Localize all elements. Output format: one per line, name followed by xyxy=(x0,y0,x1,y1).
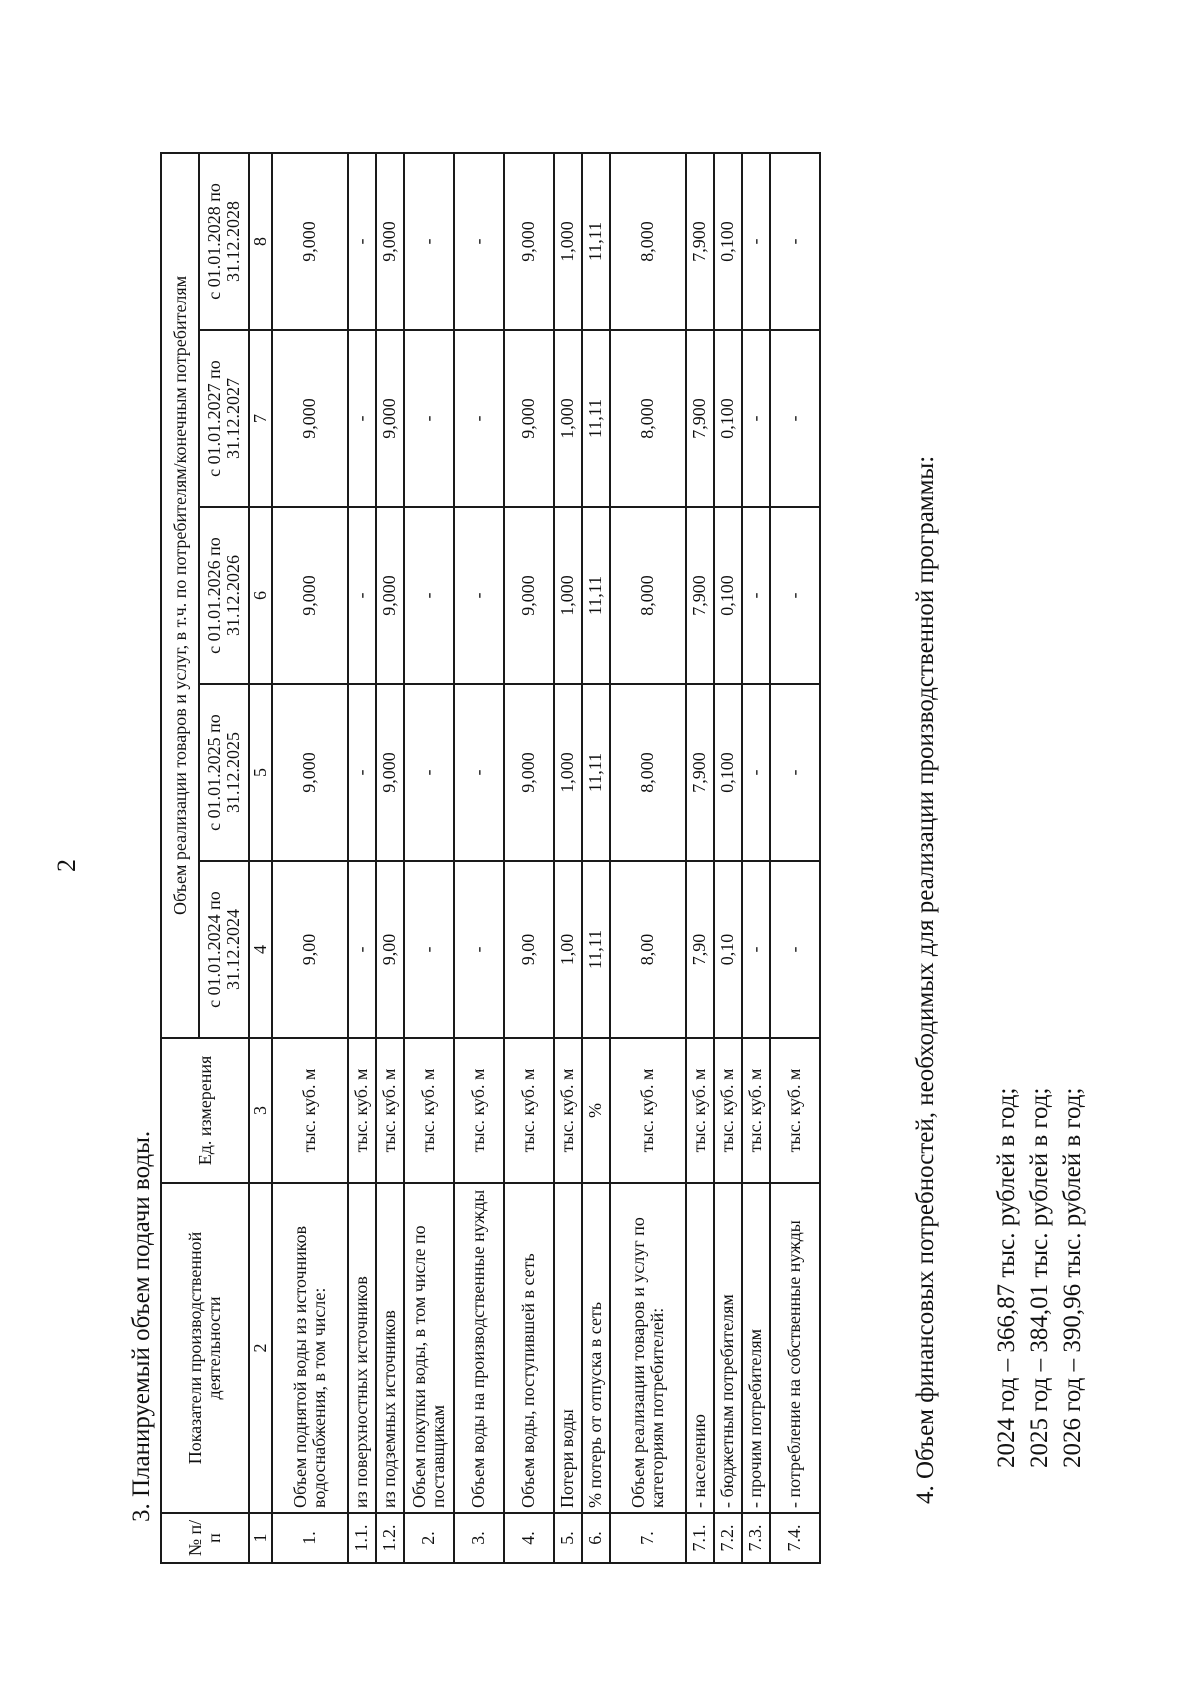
row-number: 7.1. xyxy=(686,1513,714,1563)
row-number: 6. xyxy=(582,1513,610,1563)
row-value: 9,000 xyxy=(504,153,554,330)
row-value: 8,000 xyxy=(610,330,686,507)
row-value: - xyxy=(454,861,504,1038)
table-row xyxy=(770,153,820,1563)
row-value: 1,000 xyxy=(554,684,582,861)
row-unit: тыс. куб. м xyxy=(714,1038,742,1183)
row-value: - xyxy=(404,330,454,507)
header-indicator: Показатели производственной деятельности xyxy=(161,1183,249,1513)
row-value: 11,11 xyxy=(582,330,610,507)
column-number: 5 xyxy=(249,684,272,861)
row-value: 7,900 xyxy=(686,684,714,861)
row-value: 11,11 xyxy=(582,861,610,1038)
column-number: 3 xyxy=(249,1038,272,1183)
row-value: 9,000 xyxy=(376,330,404,507)
row-value: - xyxy=(454,684,504,861)
row-number: 7.2. xyxy=(714,1513,742,1563)
row-value: 9,000 xyxy=(504,330,554,507)
row-value: - xyxy=(348,153,376,330)
row-number: 3. xyxy=(454,1513,504,1563)
row-value: - xyxy=(404,684,454,861)
row-number: 5. xyxy=(554,1513,582,1563)
row-value: - xyxy=(348,330,376,507)
table-row xyxy=(348,153,376,1563)
row-indicator: Объем воды, поступившей в сеть xyxy=(504,1183,554,1513)
table-body xyxy=(272,153,820,1563)
header-period: с 01.01.2028 по 31.12.2028 xyxy=(199,153,249,330)
header-period: с 01.01.2024 по 31.12.2024 xyxy=(199,861,249,1038)
row-value: 1,000 xyxy=(554,153,582,330)
table-row xyxy=(272,153,348,1563)
row-indicator: - потребление на собственные нужды xyxy=(770,1183,820,1513)
row-unit: тыс. куб. м xyxy=(504,1038,554,1183)
table-row xyxy=(376,153,404,1563)
row-value: 11,11 xyxy=(582,684,610,861)
row-number: 1.1. xyxy=(348,1513,376,1563)
row-value: 0,10 xyxy=(714,861,742,1038)
row-value: 9,000 xyxy=(376,684,404,861)
row-number: 4. xyxy=(504,1513,554,1563)
row-value: 9,000 xyxy=(504,684,554,861)
row-value: 8,00 xyxy=(610,861,686,1038)
row-value: 0,100 xyxy=(714,330,742,507)
production-table xyxy=(160,152,821,1564)
row-value: 9,000 xyxy=(272,330,348,507)
row-value: 9,000 xyxy=(272,153,348,330)
row-value: - xyxy=(454,153,504,330)
row-value: 11,11 xyxy=(582,507,610,684)
row-unit: тыс. куб. м xyxy=(348,1038,376,1183)
page-number: 2 xyxy=(52,859,81,872)
row-number: 1. xyxy=(272,1513,348,1563)
table-row xyxy=(454,153,504,1563)
row-unit: % xyxy=(582,1038,610,1183)
row-unit: тыс. куб. м xyxy=(272,1038,348,1183)
row-value: 9,00 xyxy=(272,861,348,1038)
row-value: - xyxy=(742,330,770,507)
header-unit: Ед. измерения xyxy=(161,1038,249,1183)
row-indicator: - бюджетным потребителям xyxy=(714,1183,742,1513)
row-indicator: % потерь от отпуска в сеть xyxy=(582,1183,610,1513)
row-value: 7,900 xyxy=(686,507,714,684)
table-row xyxy=(404,153,454,1563)
row-value: - xyxy=(770,153,820,330)
header-num: № п/п xyxy=(161,1513,249,1563)
table-row xyxy=(686,153,714,1563)
column-number: 4 xyxy=(249,861,272,1038)
column-number: 1 xyxy=(249,1513,272,1563)
row-indicator: Объем воды на производственные нужды xyxy=(454,1183,504,1513)
row-value: - xyxy=(404,153,454,330)
row-value: - xyxy=(404,507,454,684)
row-value: 9,000 xyxy=(272,684,348,861)
row-value: - xyxy=(770,330,820,507)
row-value: - xyxy=(348,684,376,861)
row-value: 7,90 xyxy=(686,861,714,1038)
row-value: 9,000 xyxy=(376,507,404,684)
section-4-title: 4. Объем финансовых потребностей, необходимых для реализации производственной программы: xyxy=(912,455,939,1504)
table-row xyxy=(742,153,770,1563)
row-value: - xyxy=(770,861,820,1038)
table-row xyxy=(504,153,554,1563)
row-value: - xyxy=(742,153,770,330)
column-number: 8 xyxy=(249,153,272,330)
row-unit: тыс. куб. м xyxy=(554,1038,582,1183)
row-value: - xyxy=(742,684,770,861)
financial-line: 2026 год – 390,96 тыс. рублей в год; xyxy=(1059,1087,1086,1468)
row-value: 9,00 xyxy=(504,861,554,1038)
column-number: 2 xyxy=(249,1183,272,1513)
row-unit: тыс. куб. м xyxy=(770,1038,820,1183)
financial-line: 2024 год – 366,87 тыс. рублей в год; xyxy=(993,1087,1020,1468)
row-value: 8,000 xyxy=(610,153,686,330)
row-value: - xyxy=(770,684,820,861)
column-number: 6 xyxy=(249,507,272,684)
row-number: 7.3. xyxy=(742,1513,770,1563)
row-value: 9,00 xyxy=(376,861,404,1038)
row-value: 9,000 xyxy=(376,153,404,330)
section-3-title: 3. Планируемый объем подачи воды. xyxy=(128,1130,155,1522)
header-period: с 01.01.2025 по 31.12.2025 xyxy=(199,684,249,861)
row-number: 2. xyxy=(404,1513,454,1563)
header-period: с 01.01.2027 по 31.12.2027 xyxy=(199,330,249,507)
row-indicator: из поверхностных источников xyxy=(348,1183,376,1513)
row-indicator: Объем реализации товаров и услуг по категориям потребителей: xyxy=(610,1183,686,1513)
financial-line: 2025 год – 384,01 тыс. рублей в год; xyxy=(1026,1087,1053,1468)
row-value: 1,000 xyxy=(554,330,582,507)
row-value: - xyxy=(404,861,454,1038)
header-group: Объем реализации товаров и услуг, в т.ч. по потребителям/конечным потребителям xyxy=(161,153,199,1038)
row-value: 8,000 xyxy=(610,684,686,861)
row-value: - xyxy=(454,330,504,507)
row-value: 9,000 xyxy=(504,507,554,684)
row-value: - xyxy=(770,507,820,684)
row-indicator: Объем поднятой воды из источников водоснабжения, в том числе: xyxy=(272,1183,348,1513)
row-value: 0,100 xyxy=(714,684,742,861)
row-unit: тыс. куб. м xyxy=(454,1038,504,1183)
row-value: - xyxy=(742,861,770,1038)
header-period: с 01.01.2026 по 31.12.2026 xyxy=(199,507,249,684)
row-value: 0,100 xyxy=(714,507,742,684)
row-number: 7. xyxy=(610,1513,686,1563)
row-value: 1,000 xyxy=(554,507,582,684)
row-value: 8,000 xyxy=(610,507,686,684)
table-row xyxy=(554,153,582,1563)
row-indicator: - прочим потребителям xyxy=(742,1183,770,1513)
table-row xyxy=(714,153,742,1563)
row-value: 0,100 xyxy=(714,153,742,330)
financial-needs-list xyxy=(990,1088,1089,1468)
row-value: - xyxy=(742,507,770,684)
row-value: - xyxy=(348,861,376,1038)
row-value: 7,900 xyxy=(686,330,714,507)
row-unit: тыс. куб. м xyxy=(376,1038,404,1183)
row-number: 1.2. xyxy=(376,1513,404,1563)
table-row xyxy=(582,153,610,1563)
row-indicator: Потери воды xyxy=(554,1183,582,1513)
row-unit: тыс. куб. м xyxy=(404,1038,454,1183)
row-value: - xyxy=(348,507,376,684)
row-value: 7,900 xyxy=(686,153,714,330)
row-value: 9,000 xyxy=(272,507,348,684)
table-row xyxy=(610,153,686,1563)
row-unit: тыс. куб. м xyxy=(610,1038,686,1183)
row-number: 7.4. xyxy=(770,1513,820,1563)
column-number: 7 xyxy=(249,330,272,507)
row-unit: тыс. куб. м xyxy=(742,1038,770,1183)
row-value: 11,11 xyxy=(582,153,610,330)
row-unit: тыс. куб. м xyxy=(686,1038,714,1183)
row-indicator: из подземных источников xyxy=(376,1183,404,1513)
row-indicator: Объем покупки воды, в том числе по поставщикам xyxy=(404,1183,454,1513)
row-value: 1,00 xyxy=(554,861,582,1038)
row-indicator: - населению xyxy=(686,1183,714,1513)
row-value: - xyxy=(454,507,504,684)
